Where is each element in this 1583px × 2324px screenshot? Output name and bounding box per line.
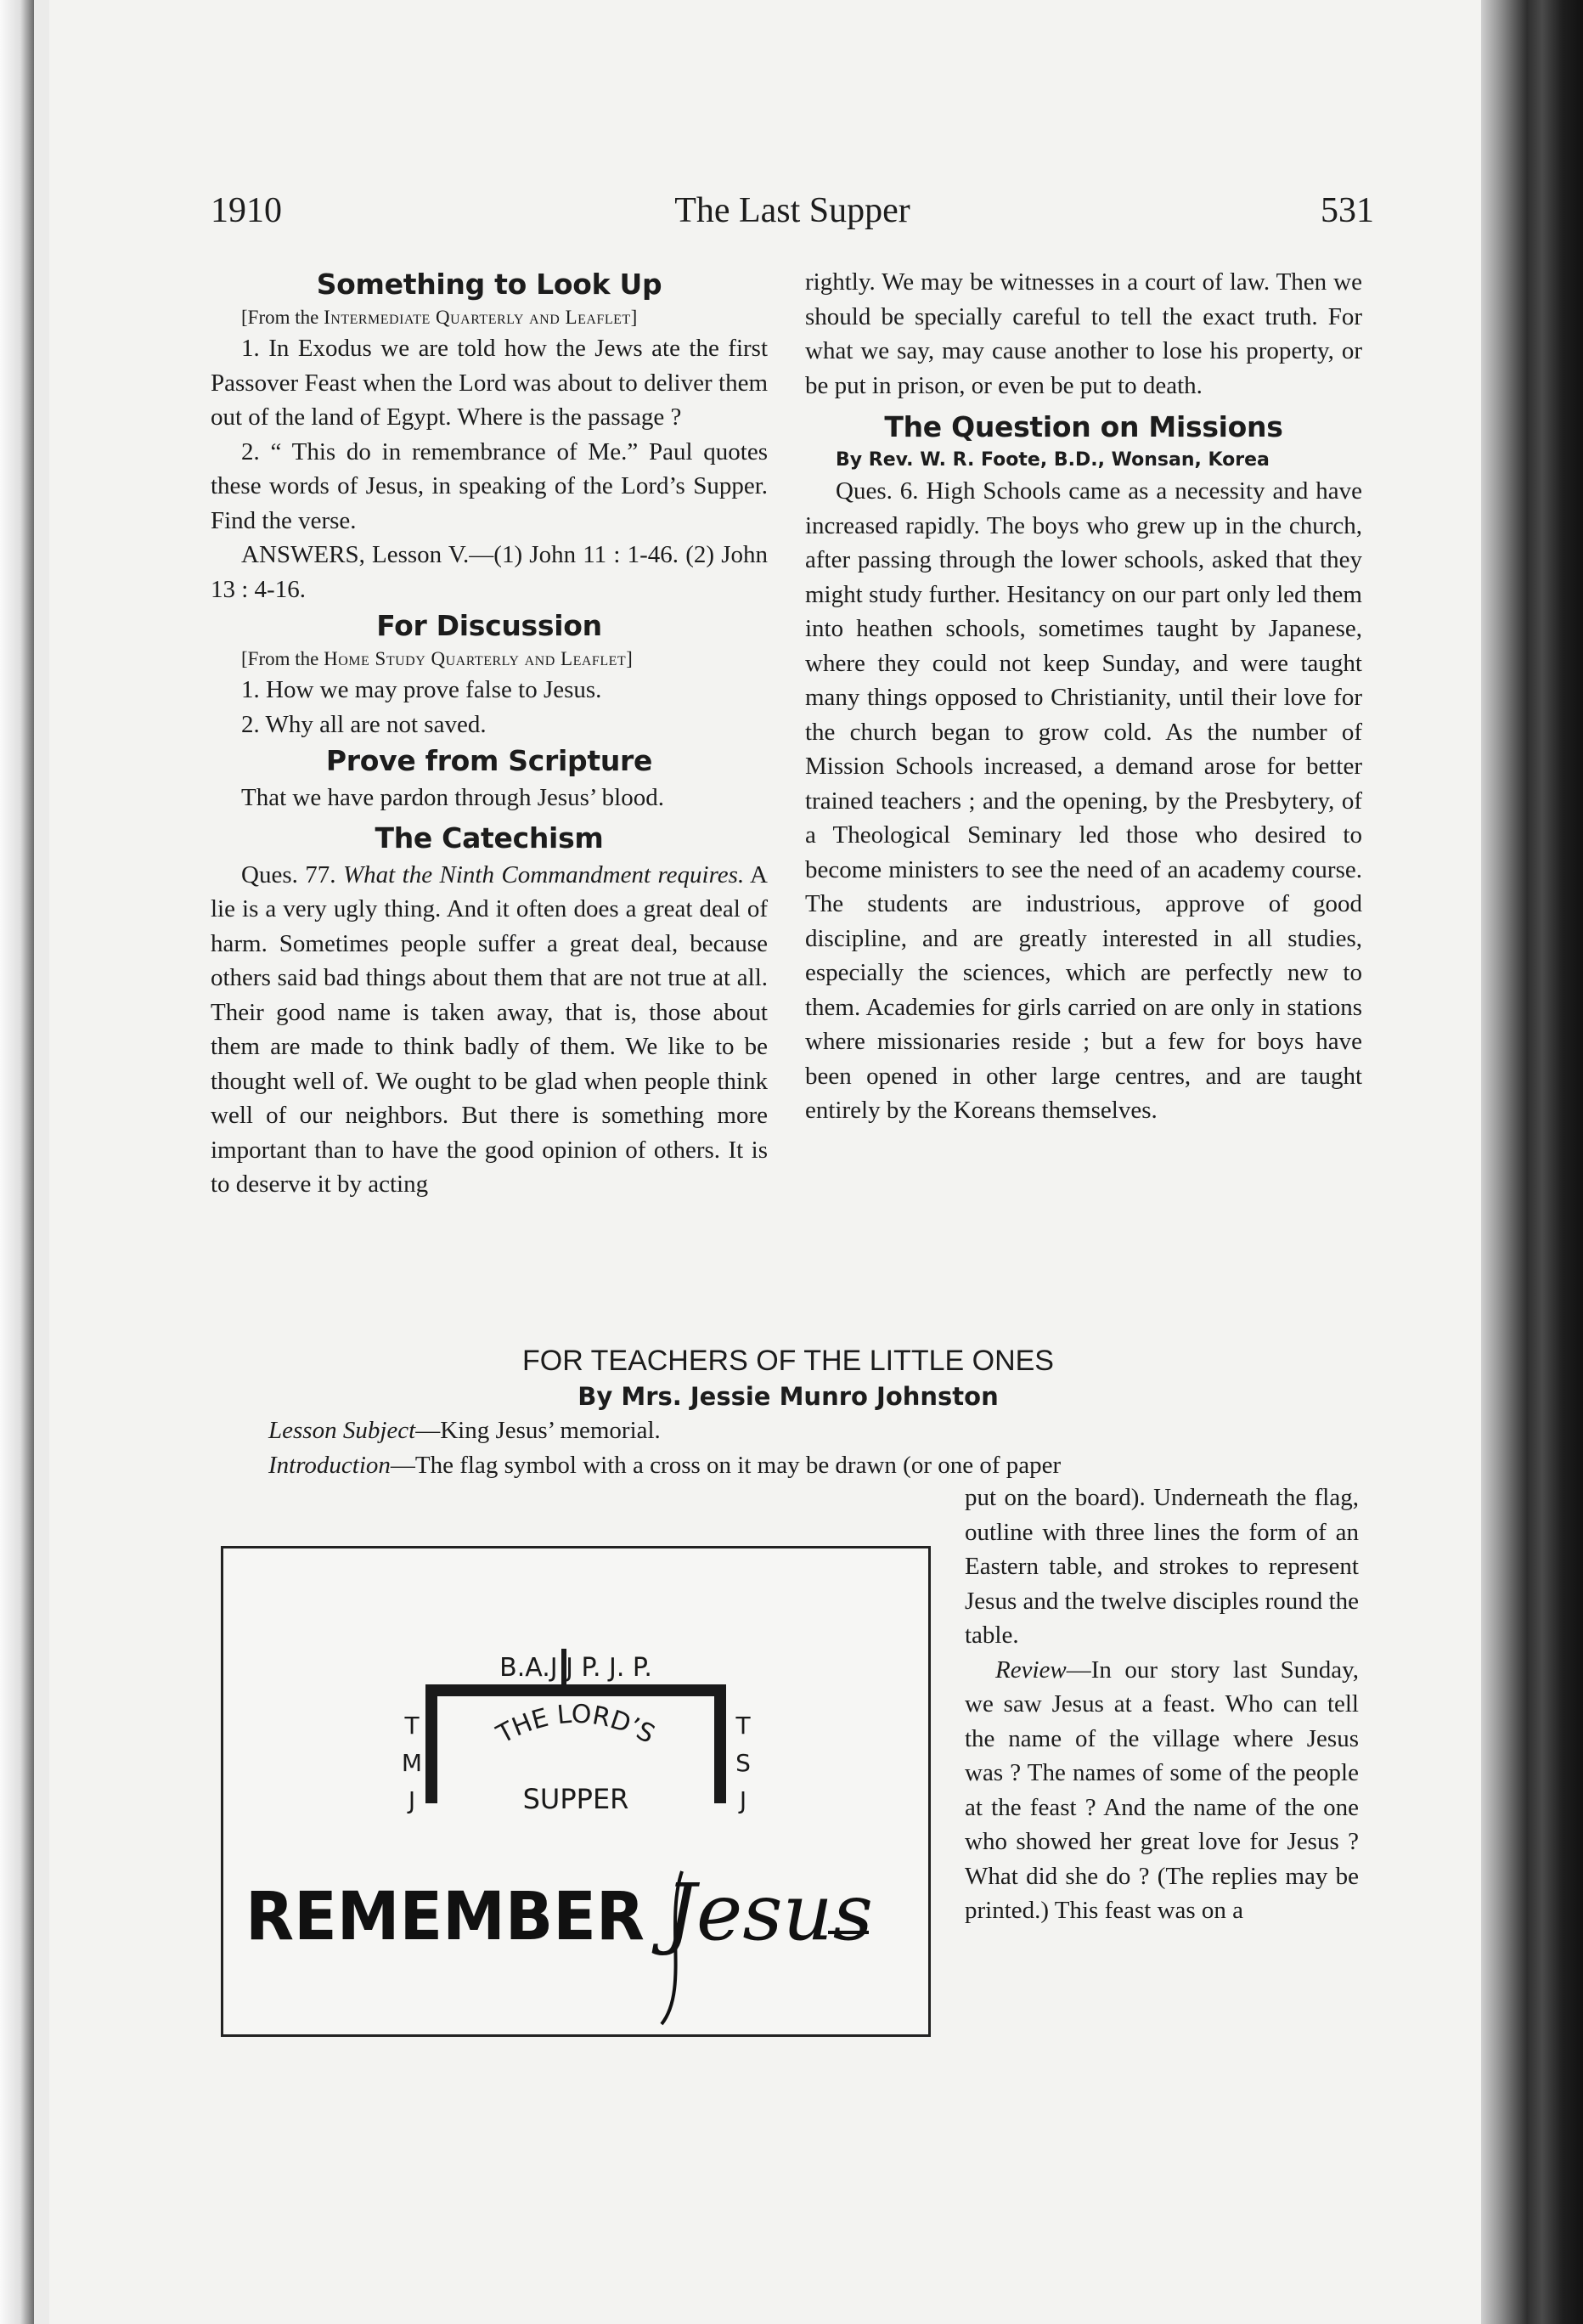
teachers-byline: By Mrs. Jessie Munro Johnston xyxy=(577,1382,999,1411)
look-up-heading: Something to Look Up xyxy=(316,268,662,301)
catechism-continuation: rightly. We may be witnesses in a court of law. Then we should be specially careful to tell the exact truth. For what we say, may cause another to lose his property, or be put in prison, or even be put to death. xyxy=(805,268,1362,399)
catechism-heading: The Catechism xyxy=(375,821,604,855)
discussion-item-2: 2. Why all are not saved. xyxy=(241,710,487,738)
catechism-body: Ques. 77. What the Ninth Commandment requires. A lie is a very ugly thing. And it often does a great deal of harm. Sometimes people suffer a great deal, because others said bad things about them that are not true at all. Their good name is taken away, that is, those about them are made to think badly of them. We like to be thought well of. We ought to be glad when people think well of our neighbors. But there is something more important than to have the good opinion of others. It is to deserve it by acting xyxy=(211,860,768,1198)
discussion-heading: For Discussion xyxy=(376,609,602,642)
blackboard-illustration xyxy=(221,1546,931,2037)
teachers-heading: FOR TEACHERS OF THE LITTLE ONES xyxy=(522,1345,1054,1377)
table-top-bar xyxy=(425,1684,726,1696)
header-title: The Last Supper xyxy=(674,191,910,230)
review-paragraph: Review—In our story last Sunday, we saw Jesus at a feast. Who can tell the name of the village where Jesus was ? The names of some of the people at the feast ? And the name of the one who showed her great love for Jesus ? What did she do ? (The replies may be printed.) This feast was on a xyxy=(965,1656,1359,1924)
look-up-answers: ANSWERS, Lesson V.—(1) John 11 : 1-46. (2) John 13 : 4-16. xyxy=(211,541,768,603)
teachers-section xyxy=(211,1342,1366,1482)
right-letter-1: T xyxy=(735,1712,751,1740)
teachers-wrap-text xyxy=(965,1481,1359,1928)
book-spine xyxy=(1481,0,1583,2324)
look-up-item-1: 1. In Exodus we are told how the Jews ate the first Passover Feast when the Lord was about to deliver them out of the land of Egypt. Where is the passage ? xyxy=(211,335,768,431)
jesus-script-text: Jesus xyxy=(665,1867,874,1958)
lesson-subject: Lesson Subject—King Jesus’ memorial. xyxy=(268,1417,661,1444)
introduction-line: Introduction—The flag symbol with a cross on it may be drawn (or one of paper xyxy=(268,1451,1062,1479)
look-up-item-2: 2. “ This do in remembrance of Me.” Paul quotes these words of Jesus, in speaking of the Lord’s Supper. Find the verse. xyxy=(211,437,768,534)
top-letters: B.A.J J P. J. P. xyxy=(499,1653,652,1683)
facing-page-edge xyxy=(0,0,34,2324)
right-column xyxy=(805,265,1362,1128)
prove-text: That we have pardon through Jesus’ blood. xyxy=(241,784,664,811)
right-letter-3: J xyxy=(739,1786,747,1814)
missions-body: Ques. 6. High Schools came as a necessity and have increased rapidly. The boys who grew up in the church, after passing through the lower schools, asked that they might study further. Hesitancy on our part only led them into heathen schools, sometimes taught by Japanese, where they could not keep Sunday, and were taught many things opposed to Christianity, until their love for the church began to grow cold. As the number of Mission Schools increased, a demand arose for better trained teachers ; and the opening, by the Presbytery, of a Theological Seminary led those who desired to become ministers to see the need of an academy course. The students are industrious, approve of good discipline, and are greatly interested in all studies, especially the sciences, which are perfectly new to them. Academies for girls carried on are only in stations where missionaries reside ; but a few for boys have been opened in other large centres, and are taught entirely by the Koreans themselves. xyxy=(805,477,1362,1124)
left-letter-3: J xyxy=(408,1786,416,1814)
page-number: 531 xyxy=(1321,191,1374,230)
left-letter-1: T xyxy=(404,1712,420,1740)
lords-supper-drawing xyxy=(223,1548,928,2034)
running-head xyxy=(211,190,1374,241)
prove-heading: Prove from Scripture xyxy=(325,744,653,777)
left-letter-2: M xyxy=(401,1749,423,1777)
header-year: 1910 xyxy=(211,191,282,230)
missions-heading: The Question on Missions xyxy=(884,410,1283,443)
look-up-source: [From the Intermediate Quarterly and Leaflet] xyxy=(241,307,638,328)
supper-text: SUPPER xyxy=(522,1783,629,1815)
remember-text: REMEMBER xyxy=(245,1879,645,1955)
intro-continuation: put on the board). Underneath the flag, outline with three lines the form of an Eastern table, and strokes to represent Jesus and the twelve disciples round the table. xyxy=(965,1484,1359,1649)
right-letter-2: S xyxy=(735,1749,751,1777)
missions-byline: By Rev. W. R. Foote, B.D., Wonsan, Korea xyxy=(836,449,1270,471)
discussion-source: [From the Home Study Quarterly and Leaflet] xyxy=(241,648,633,669)
left-column xyxy=(211,265,768,1202)
table-left-leg xyxy=(425,1684,437,1803)
table-right-leg xyxy=(714,1684,726,1803)
discussion-item-1: 1. How we may prove false to Jesus. xyxy=(241,676,602,703)
arc-text: THE LORD’S xyxy=(492,1699,660,1751)
